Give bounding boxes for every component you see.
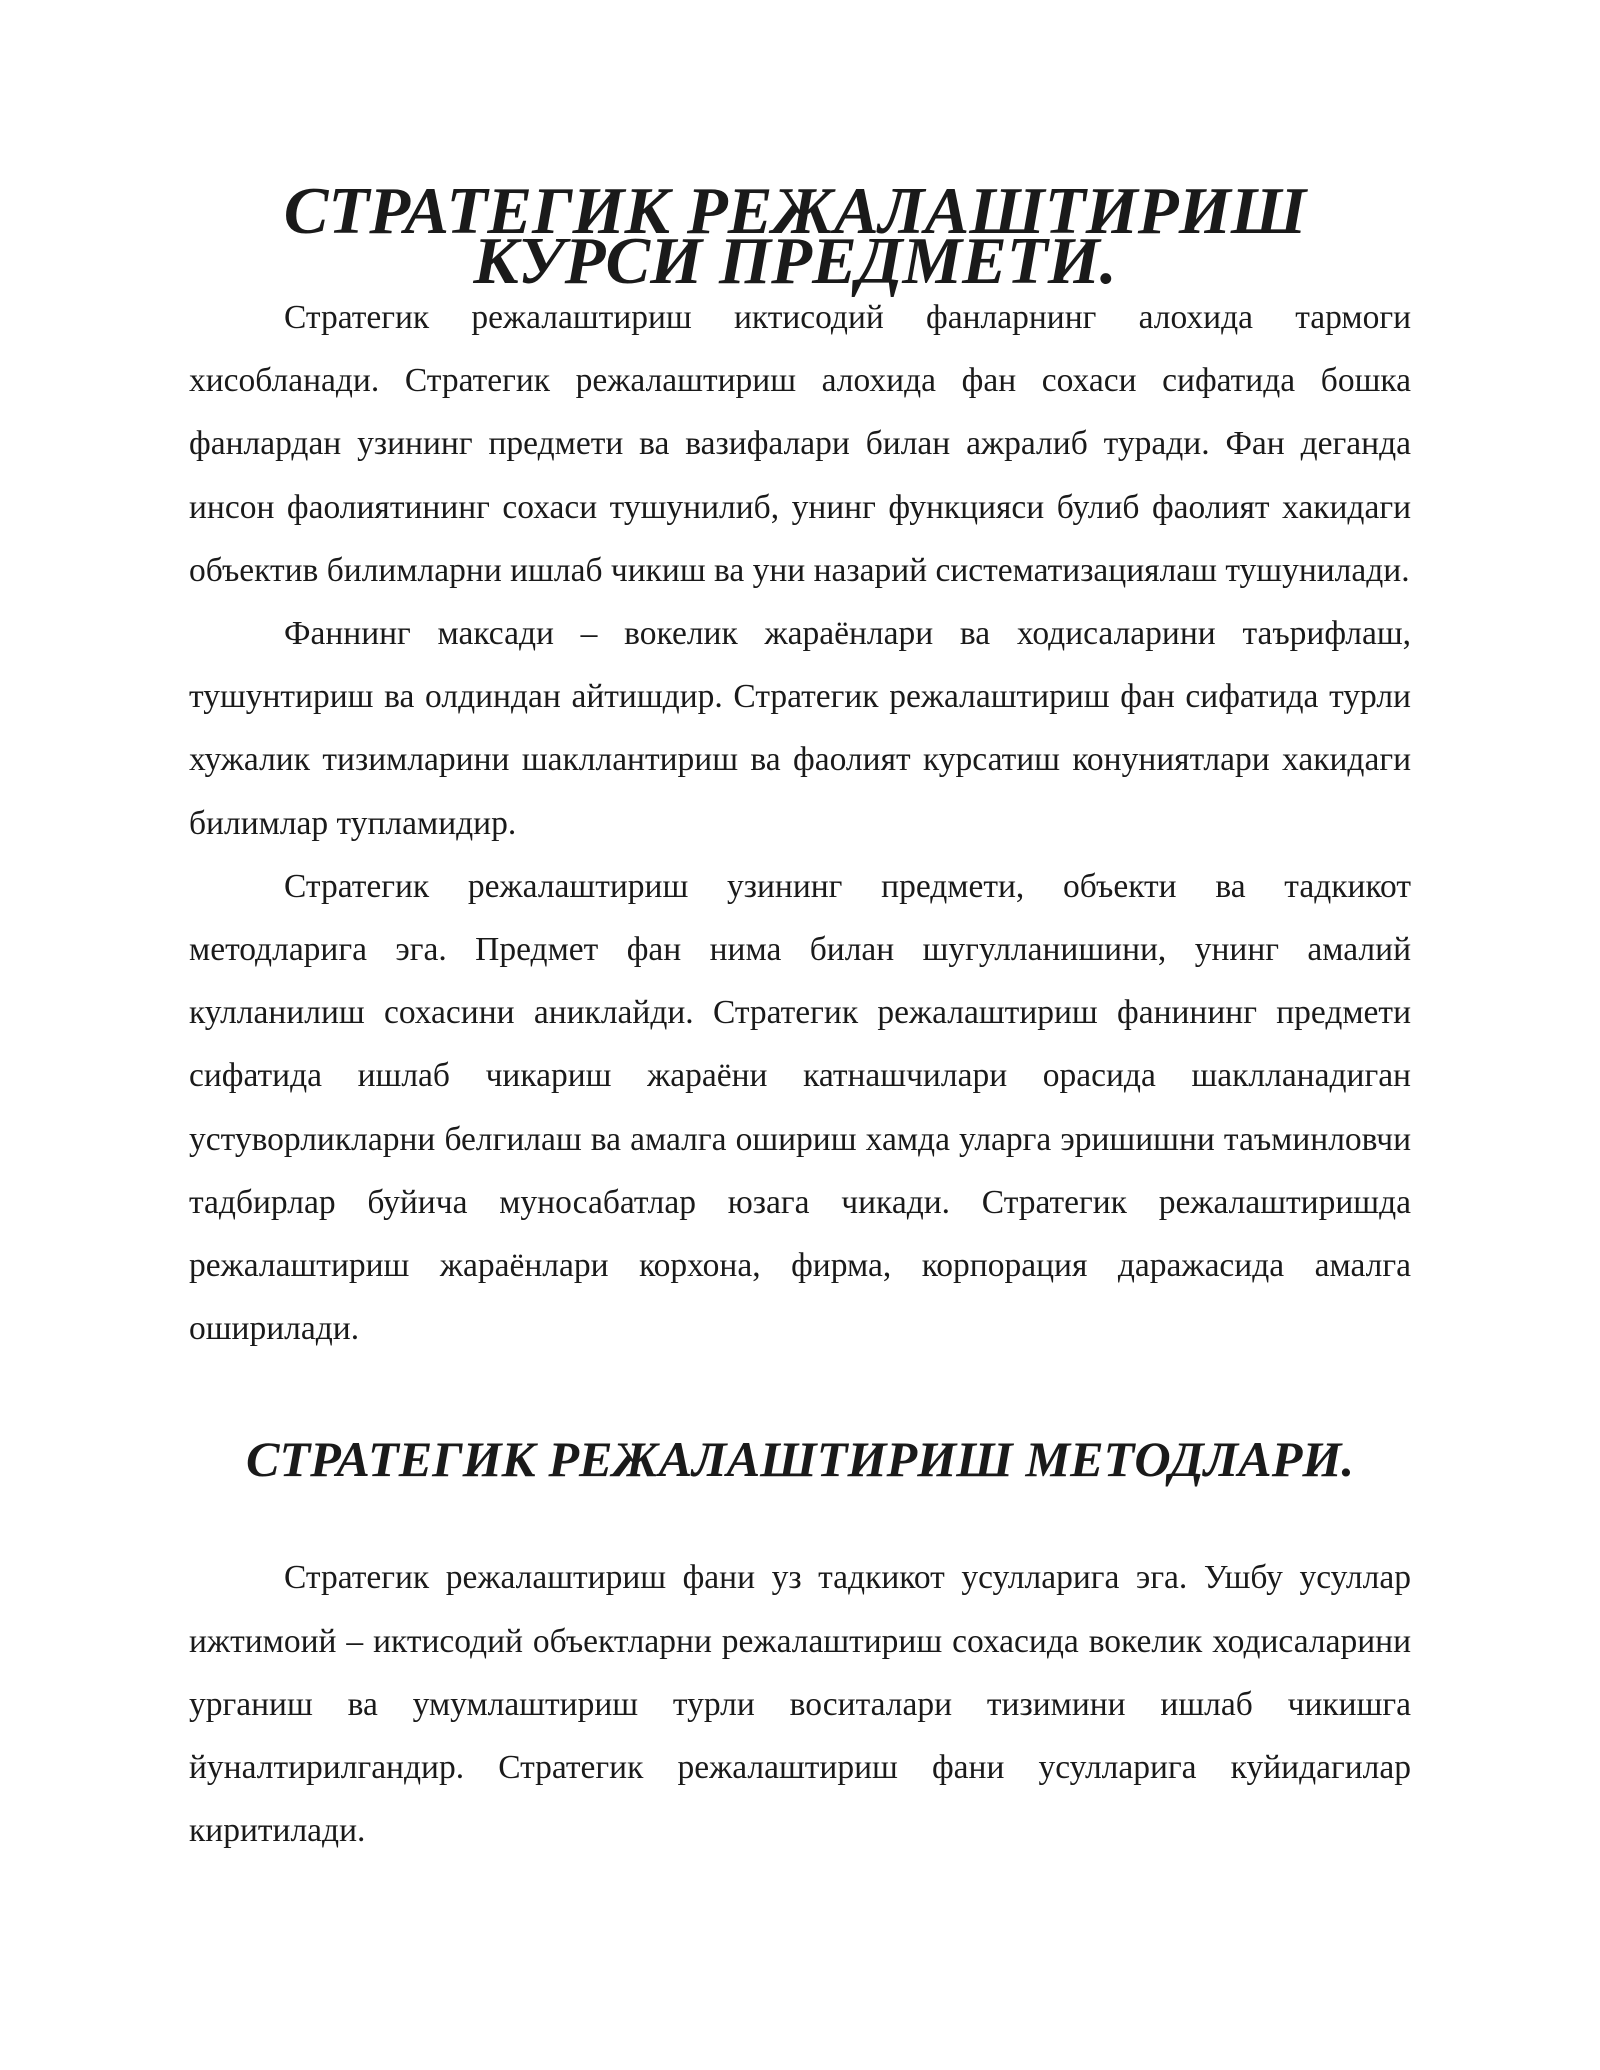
paragraph: Стратегик режалаштириш иктисодий фанларнинг алохида тармоги хисобланади. Стратегик режалаштириш алохида фан сохаси сифатида бошка фанлардан узининг предмети ва вазифалари билан ажралиб туради. Фан деганда инсон фаолиятининг сохаси тушунилиб, унинг функцияси булиб фаолият хакидаги объектив билимларни ишлаб чикиш ва уни назарий систематизациялаш тушунилади. [189, 299, 1411, 589]
paragraph: Фаннинг максади – вокелик жараёнлари ва ходисаларини таърифлаш, тушунтириш ва олдиндан айтишдир. Стратегик режалаштириш фан сифатида турли хужалик тизимларини шакллантириш ва фаолият курсатиш конуниятлари хакидаги билимлар тупламидир. [189, 615, 1411, 842]
section-heading: СТРАТЕГИК РЕЖАЛАШТИРИШ МЕТОДЛАРИ. [245, 1431, 1355, 1488]
paragraph: Стратегик режалаштириш фани уз тадкикот усулларига эга. Ушбу усуллар ижтимоий – иктисодий объектларни режалаштириш сохасида вокелик ходисаларини урганиш ва умумлаштириш турли воситалари тизимини ишлаб чикишга йуналтирилгандир. Стратегик режалаштириш фани усулларига куйидагилар киритилади. [189, 1559, 1411, 1850]
document-page [189, 174, 1411, 1862]
paragraph: Стратегик режалаштириш узининг предмети, объекти ва тадкикот методларига эга. Предмет фан нима билан шугулланишини, унинг амалий кулланилиш сохасини аниклайди. Стратегик режалаштириш фанининг предмети сифатида ишлаб чикариш жараёни катнашчилари орасида шаклланадиган устуворликларни белгилаш ва амалга ошириш хамда уларга эришишни таъминловчи тадбирлар буйича муносабатлар юзага чикади. Стратегик режалаштиришда режалаштириш жараёнлари корхона, фирма, корпорация даражасида амалга оширилади. [189, 867, 1411, 1348]
section-heading: СТРАТЕГИК РЕЖАЛАШТИРИШ КУРСИ ПРЕДМЕТИ. [283, 174, 1307, 298]
